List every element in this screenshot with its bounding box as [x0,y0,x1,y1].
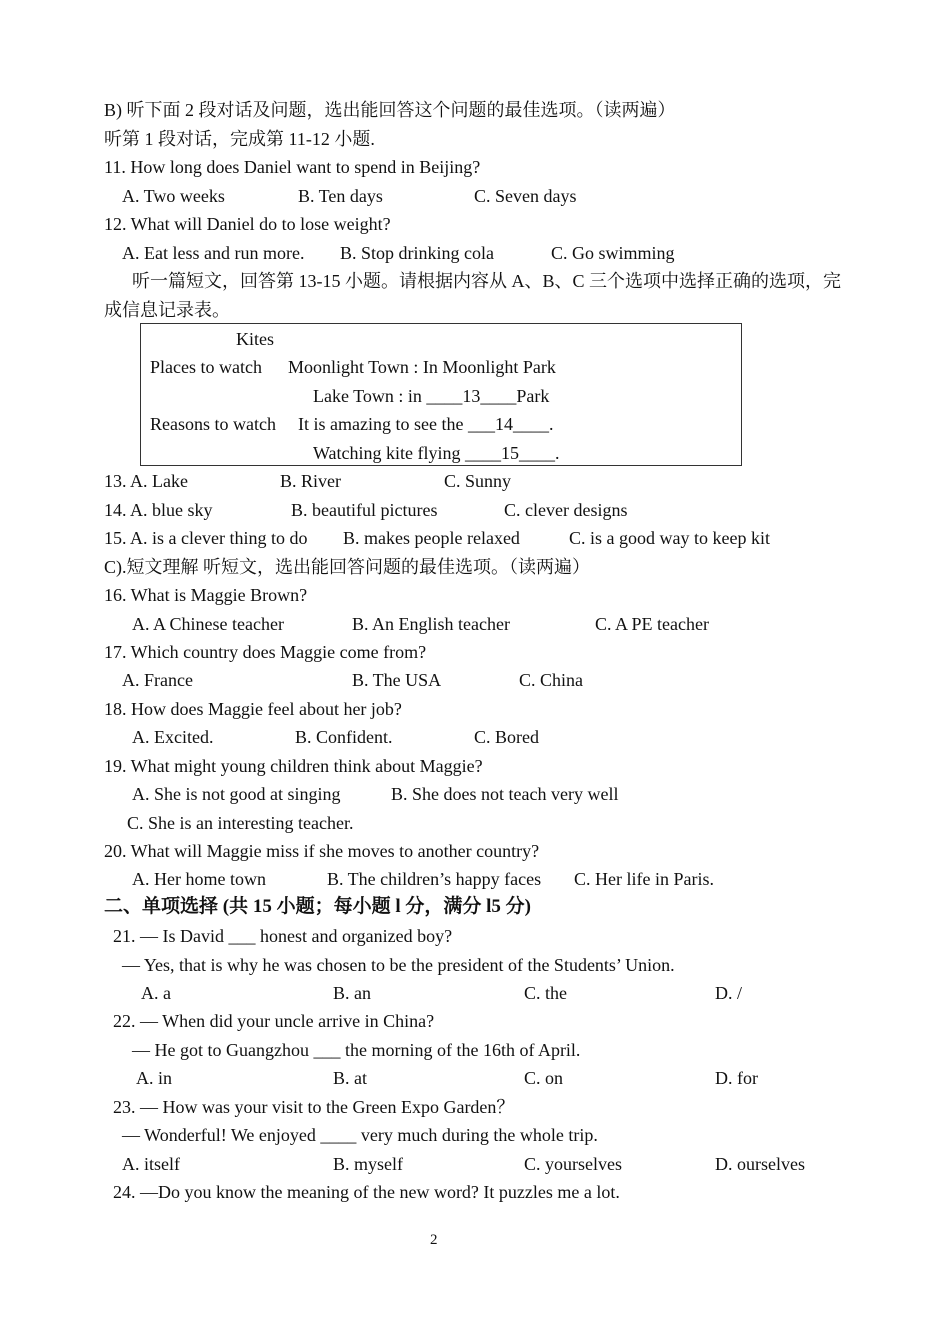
q21-line1: 21. — Is David ___ honest and organized boy? [113,926,453,946]
q18-option-c: C. Bored [474,727,539,747]
q15-option-a: 15. A. is a clever thing to do [104,528,308,548]
q13-option-c: C. Sunny [444,471,512,491]
passage-intro-line2: 成信息记录表。 [104,300,230,320]
section-b-heading: B) 听下面 2 段对话及问题，选出能回答这个问题的最佳选项。（读两遍） [104,100,676,120]
q21-option-d: D. / [715,983,742,1003]
q17-option-c: C. China [519,670,584,690]
q23-option-a: A. itself [122,1154,180,1174]
places-to-watch-label: Places to watch [150,357,262,377]
q24-line1: 24. —Do you know the meaning of the new word? It puzzles me a lot. [113,1182,620,1202]
q23-line2: — Wonderful! We enjoyed ____ very much during the whole trip. [122,1125,598,1145]
q14-option-a: 14. A. blue sky [104,500,213,520]
q20-option-a: A. Her home town [132,869,266,889]
section-c-heading: C).短文理解 听短文，选出能回答问题的最佳选项。（读两遍） [104,557,590,577]
passage-intro-line1: 听一篇短文，回答第 13-15 小题。请根据内容从 A、B、C 三个选项中选择正确的选项，完 [132,271,842,291]
kites-table-title: Kites [236,329,274,349]
q15-option-b: B. makes people relaxed [343,528,520,548]
q19-stem: 19. What might young children think about Maggie? [104,756,483,776]
q22-option-b: B. at [333,1068,367,1088]
q11-stem: 11. How long does Daniel want to spend in Beijing? [104,157,481,177]
reasons-to-watch-label: Reasons to watch [150,414,276,434]
page-number: 2 [430,1232,438,1248]
q16-option-c: C. A PE teacher [595,614,709,634]
q22-option-c: C. on [524,1068,564,1088]
q20-option-b: B. The children’s happy faces [327,869,542,889]
q23-option-b: B. myself [333,1154,403,1174]
part2-heading: 二、单项选择 (共 15 小题；每小题 l 分，满分 l5 分) [104,896,531,917]
q14-option-c: C. clever designs [504,500,628,520]
q19-option-b: B. She does not teach very well [391,784,619,804]
q21-option-c: C. the [524,983,567,1003]
q23-line1: 23. — How was your visit to the Green Expo Garden？ [113,1097,515,1117]
places-to-watch-value-1: Moonlight Town : In Moonlight Park [288,357,556,377]
q16-option-b: B. An English teacher [352,614,510,634]
q20-stem: 20. What will Maggie miss if she moves to another country? [104,841,540,861]
q11-option-c: C. Seven days [474,186,577,206]
q23-option-c: C. yourselves [524,1154,622,1174]
q13-option-b: B. River [280,471,341,491]
reasons-to-watch-value-1: It is amazing to see the ___14____. [298,414,554,434]
q22-line1: 22. — When did your uncle arrive in China? [113,1011,435,1031]
section-b-sub: 听第 1 段对话，完成第 11-12 小题. [104,129,375,149]
q12-option-c: C. Go swimming [551,243,675,263]
q18-option-b: B. Confident. [295,727,393,747]
q16-stem: 16. What is Maggie Brown? [104,585,308,605]
q12-stem: 12. What will Daniel do to lose weight? [104,214,391,234]
q12-option-a: A. Eat less and run more. [122,243,305,263]
q15-option-c: C. is a good way to keep kit [569,528,770,548]
q11-option-b: B. Ten days [298,186,383,206]
q14-option-b: B. beautiful pictures [291,500,438,520]
q19-option-a: A. She is not good at singing [132,784,341,804]
q19-option-c: C. She is an interesting teacher. [127,813,354,833]
q16-option-a: A. A Chinese teacher [132,614,284,634]
q13-option-a: 13. A. Lake [104,471,188,491]
q18-option-a: A. Excited. [132,727,214,747]
q22-line2: — He got to Guangzhou ___ the morning of the 16th of April. [132,1040,581,1060]
reasons-to-watch-value-2: Watching kite flying ____15____. [313,443,560,463]
q17-option-a: A. France [122,670,193,690]
q17-option-b: B. The USA [352,670,442,690]
q21-line2: — Yes, that is why he was chosen to be the president of the Students’ Union. [122,955,675,975]
q18-stem: 18. How does Maggie feel about her job? [104,699,402,719]
q22-option-d: D. for [715,1068,758,1088]
q21-option-a: A. a [141,983,171,1003]
q23-option-d: D. ourselves [715,1154,805,1174]
q20-option-c: C. Her life in Paris. [574,869,714,889]
q12-option-b: B. Stop drinking cola [340,243,494,263]
places-to-watch-value-2: Lake Town : in ____13____Park [313,386,550,406]
q11-option-a: A. Two weeks [122,186,225,206]
q21-option-b: B. an [333,983,371,1003]
q22-option-a: A. in [136,1068,172,1088]
q17-stem: 17. Which country does Maggie come from? [104,642,427,662]
